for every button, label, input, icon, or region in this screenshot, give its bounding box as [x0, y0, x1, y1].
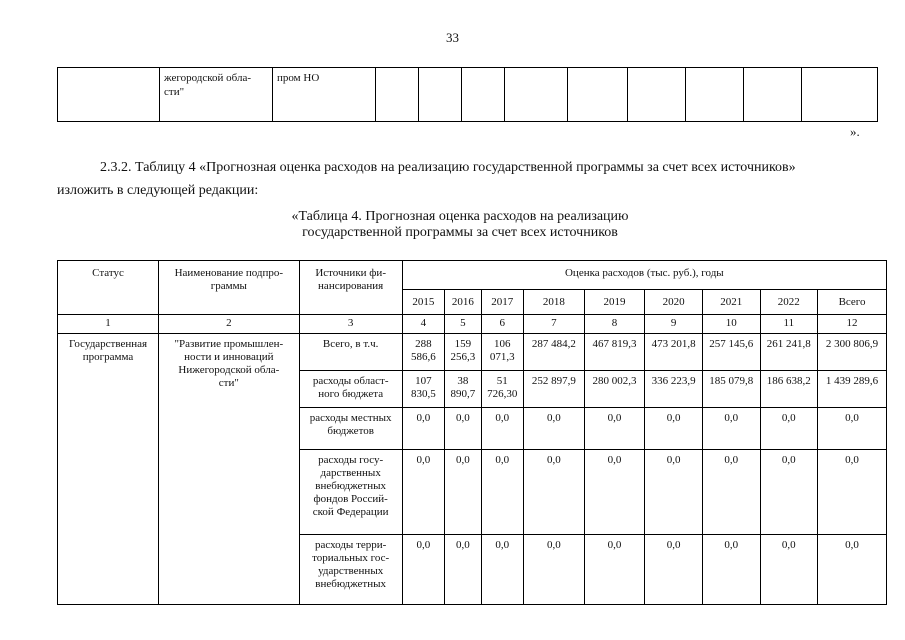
table-row: [58, 334, 887, 371]
value-cell: 0,0: [402, 450, 444, 535]
header-year: 2017: [481, 290, 523, 315]
value-cell: 2 300 806,9: [818, 334, 887, 371]
value-cell: 0,0: [645, 450, 703, 535]
header-year: 2015: [402, 290, 444, 315]
value-cell: 252 897,9: [524, 371, 585, 408]
continuation-table: [57, 67, 878, 122]
column-number: 2: [159, 315, 300, 334]
caption-line-2: государственной программы за счет всех источников: [302, 225, 618, 240]
header-estimate: Оценка расходов (тыс. руб.), годы: [402, 261, 886, 290]
value-cell: 107 830,5: [402, 371, 444, 408]
table-caption: [230, 209, 690, 241]
value-cell: 473 201,8: [645, 334, 703, 371]
value-cell: 0,0: [445, 450, 481, 535]
value-cell: 261 241,8: [760, 334, 818, 371]
value-cell: 0,0: [818, 535, 887, 605]
value-cell: 185 079,8: [702, 371, 760, 408]
header-status: Статус: [58, 261, 159, 315]
column-number: 3: [299, 315, 402, 334]
source-cell: расходы терри- ториальных гос- ударственных внебюджетных: [299, 535, 402, 605]
paragraph-line-2: изложить в следующей редакции:: [57, 183, 259, 198]
value-cell: 467 819,3: [584, 334, 645, 371]
closing-quote: ».: [850, 124, 860, 139]
table-body: [58, 334, 887, 605]
header-year: 2020: [645, 290, 703, 315]
value-cell: 288 586,6: [402, 334, 444, 371]
value-cell: 1 439 289,6: [818, 371, 887, 408]
value-cell: 0,0: [402, 408, 444, 450]
column-number: 4: [402, 315, 444, 334]
value-cell: 0,0: [760, 450, 818, 535]
value-cell: 0,0: [402, 535, 444, 605]
column-number: 7: [524, 315, 585, 334]
value-cell: 106 071,3: [481, 334, 523, 371]
value-cell: 0,0: [702, 450, 760, 535]
value-cell: 0,0: [584, 450, 645, 535]
value-cell: 38 890,7: [445, 371, 481, 408]
value-cell: 159 256,3: [445, 334, 481, 371]
column-number: 1: [58, 315, 159, 334]
column-number-row: [58, 315, 887, 334]
value-cell: 0,0: [702, 535, 760, 605]
header-year: 2018: [524, 290, 585, 315]
header-year: Всего: [818, 290, 887, 315]
header-year: 2016: [445, 290, 481, 315]
page-number: 33: [446, 30, 459, 45]
top-cell-empty: [58, 68, 160, 122]
column-number: 10: [702, 315, 760, 334]
caption-line-1: «Таблица 4. Прогнозная оценка расходов на реализацию: [291, 209, 629, 224]
value-cell: 0,0: [818, 408, 887, 450]
header-sources: Источники фи- нансирования: [299, 261, 402, 315]
value-cell: 0,0: [481, 450, 523, 535]
value-cell: 0,0: [584, 408, 645, 450]
value-cell: 0,0: [702, 408, 760, 450]
column-number: 8: [584, 315, 645, 334]
value-cell: 0,0: [445, 535, 481, 605]
column-number: 11: [760, 315, 818, 334]
header-year: 2019: [584, 290, 645, 315]
column-number: 12: [818, 315, 887, 334]
source-cell: расходы област- ного бюджета: [299, 371, 402, 408]
source-cell: Всего, в т.ч.: [299, 334, 402, 371]
value-cell: 0,0: [645, 535, 703, 605]
program-cell: "Развитие промышлен- ности и инноваций Нижегородской обла- сти": [159, 334, 300, 605]
value-cell: 51 726,30: [481, 371, 523, 408]
source-cell: расходы местных бюджетов: [299, 408, 402, 450]
value-cell: 0,0: [445, 408, 481, 450]
value-cell: 336 223,9: [645, 371, 703, 408]
status-cell: Государственная программа: [58, 334, 159, 605]
value-cell: 280 002,3: [584, 371, 645, 408]
header-subprogram: Наименование подпро- граммы: [159, 261, 300, 315]
value-cell: 0,0: [524, 535, 585, 605]
source-cell: расходы госу- дарственных внебюджетных фондов Россий- ской Федерации: [299, 450, 402, 535]
value-cell: 0,0: [481, 408, 523, 450]
header-year: 2022: [760, 290, 818, 315]
expenses-table: [57, 260, 887, 605]
value-cell: 0,0: [760, 408, 818, 450]
value-cell: 0,0: [645, 408, 703, 450]
value-cell: 0,0: [524, 408, 585, 450]
value-cell: 0,0: [524, 450, 585, 535]
value-cell: 287 484,2: [524, 334, 585, 371]
value-cell: 0,0: [584, 535, 645, 605]
column-number: 9: [645, 315, 703, 334]
value-cell: 257 145,6: [702, 334, 760, 371]
header-year: 2021: [702, 290, 760, 315]
value-cell: 0,0: [481, 535, 523, 605]
top-cell-name: жегородской обла- сти": [160, 68, 273, 122]
value-cell: 0,0: [818, 450, 887, 535]
top-cell-source: пром НО: [273, 68, 376, 122]
value-cell: 0,0: [760, 535, 818, 605]
paragraph-line-1: 2.3.2. Таблицу 4 «Прогнозная оценка расходов на реализацию государственной программы за счет всех источников»: [100, 160, 796, 175]
column-number: 6: [481, 315, 523, 334]
value-cell: 186 638,2: [760, 371, 818, 408]
column-number: 5: [445, 315, 481, 334]
